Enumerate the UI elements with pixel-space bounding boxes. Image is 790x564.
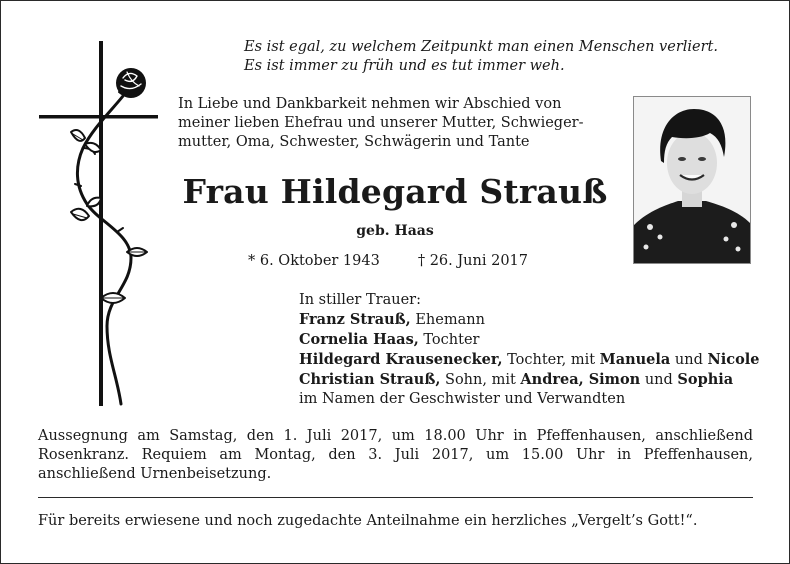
mourner-row <box>299 330 760 350</box>
mourner-relation: Sohn, mit <box>440 372 521 388</box>
quote-line: Es ist egal, zu welchem Zeitpunkt man einen Menschen verliert. <box>244 39 718 55</box>
mourner-name: Franz Strauß, <box>299 311 411 328</box>
intro-text <box>178 95 584 152</box>
mourner-relation: Ehemann <box>410 312 485 328</box>
mourners-heading: In stiller Trauer: <box>299 292 421 308</box>
birth-name: geb. Haas <box>356 223 434 239</box>
intro-line: mutter, Oma, Schwester, Schwägerin und Tante <box>178 134 530 150</box>
life-dates <box>248 252 528 271</box>
ceremony-details: Aussegnung am Samstag, den 1. Juli 2017, um 18.00 Uhr in Pfeffenhausen, anschließend Rosenkranz. Requiem am Montag, den 3. Juli 2017, um 15.00 Uhr in Pfeffenhausen, anschließend Urnenbeisetzung. <box>38 428 753 482</box>
intro-line: meiner lieben Ehefrau und unserer Mutter, Schwieger- <box>178 115 584 131</box>
grandchild-name: Andrea, Simon <box>520 371 641 388</box>
joiner: und <box>640 372 678 388</box>
cross-with-rose-icon <box>31 36 166 411</box>
mourner-relation: Tochter, mit <box>502 352 600 368</box>
mourner-row <box>299 310 760 330</box>
portrait-image <box>634 97 750 263</box>
divider <box>38 497 753 498</box>
thanks-line: Für bereits erwiesene und noch zugedachte Anteilnahme ein herzliches „Vergelt’s Gott!“. <box>38 513 698 529</box>
death-date: † 26. Juni 2017 <box>417 253 529 269</box>
mourner-relation: Tochter <box>418 332 480 348</box>
mourner-name: Christian Strauß, <box>299 371 441 388</box>
grandchild-name: Manuela <box>599 351 671 368</box>
mourner-row <box>299 370 760 390</box>
quote-line: Es ist immer zu früh und es tut immer weh. <box>244 58 565 74</box>
joiner: und <box>670 352 708 368</box>
grandchild-name: Sophia <box>677 371 734 388</box>
mourner-name: Cornelia Haas, <box>299 331 419 348</box>
mourner-row <box>299 350 760 370</box>
mourners-list <box>299 291 760 409</box>
intro-line: In Liebe und Dankbarkeit nehmen wir Abschied von <box>178 96 562 112</box>
grandchild-name: Nicole <box>707 351 760 368</box>
opening-quote <box>244 38 718 76</box>
mourners-footer: im Namen der Geschwister und Verwandten <box>299 391 626 407</box>
portrait-photo <box>633 96 751 264</box>
mourner-name: Hildegard Krausenecker, <box>299 351 503 368</box>
birth-date: * 6. Oktober 1943 <box>248 253 380 269</box>
deceased-name: Frau Hildegard Strauß <box>182 172 608 211</box>
